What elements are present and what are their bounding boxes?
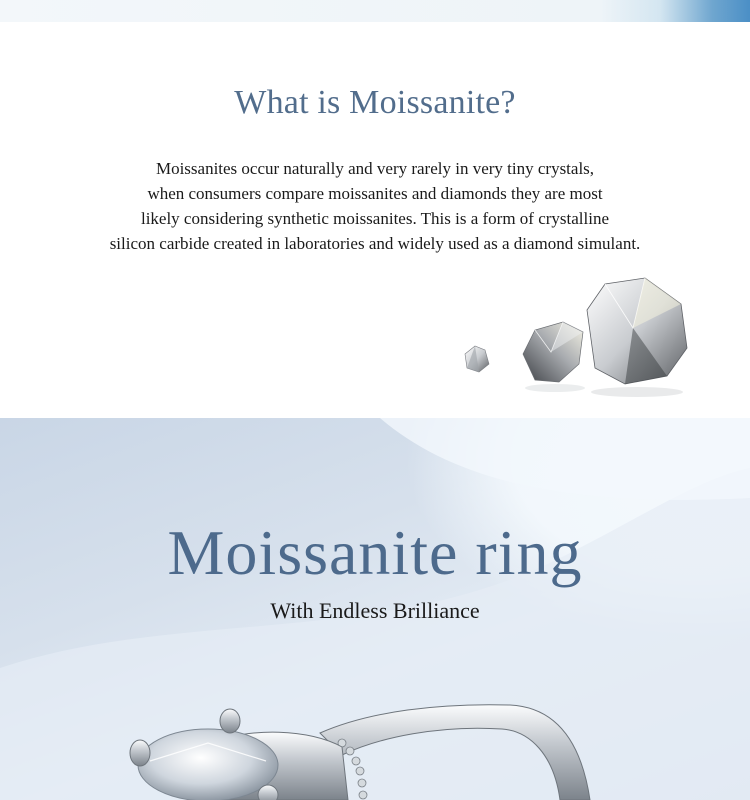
description-line: likely considering synthetic moissanites. This is a form of crystalline xyxy=(140,209,610,228)
small-gem-icon xyxy=(465,346,489,372)
hero-subtitle: With Endless Brilliance xyxy=(270,598,480,623)
hero-title: Moissanite ring xyxy=(167,517,583,588)
medium-gem-icon xyxy=(523,322,585,392)
description-paragraph xyxy=(40,156,710,256)
what-is-moissanite-section xyxy=(0,22,750,418)
diamond-gems-image xyxy=(455,272,695,402)
moissanite-ring-hero xyxy=(0,418,750,800)
large-gem-icon xyxy=(587,278,687,397)
description-line: Moissanites occur naturally and very rarely in very tiny crystals, xyxy=(155,159,595,178)
description-line: when consumers compare moissanites and diamonds they are most xyxy=(147,184,603,203)
moissanite-ring-image xyxy=(110,703,630,800)
top-banner-strip xyxy=(0,0,750,22)
section-title: What is Moissanite? xyxy=(234,84,516,121)
description-line: silicon carbide created in laboratories and widely used as a diamond simulant. xyxy=(109,234,641,253)
